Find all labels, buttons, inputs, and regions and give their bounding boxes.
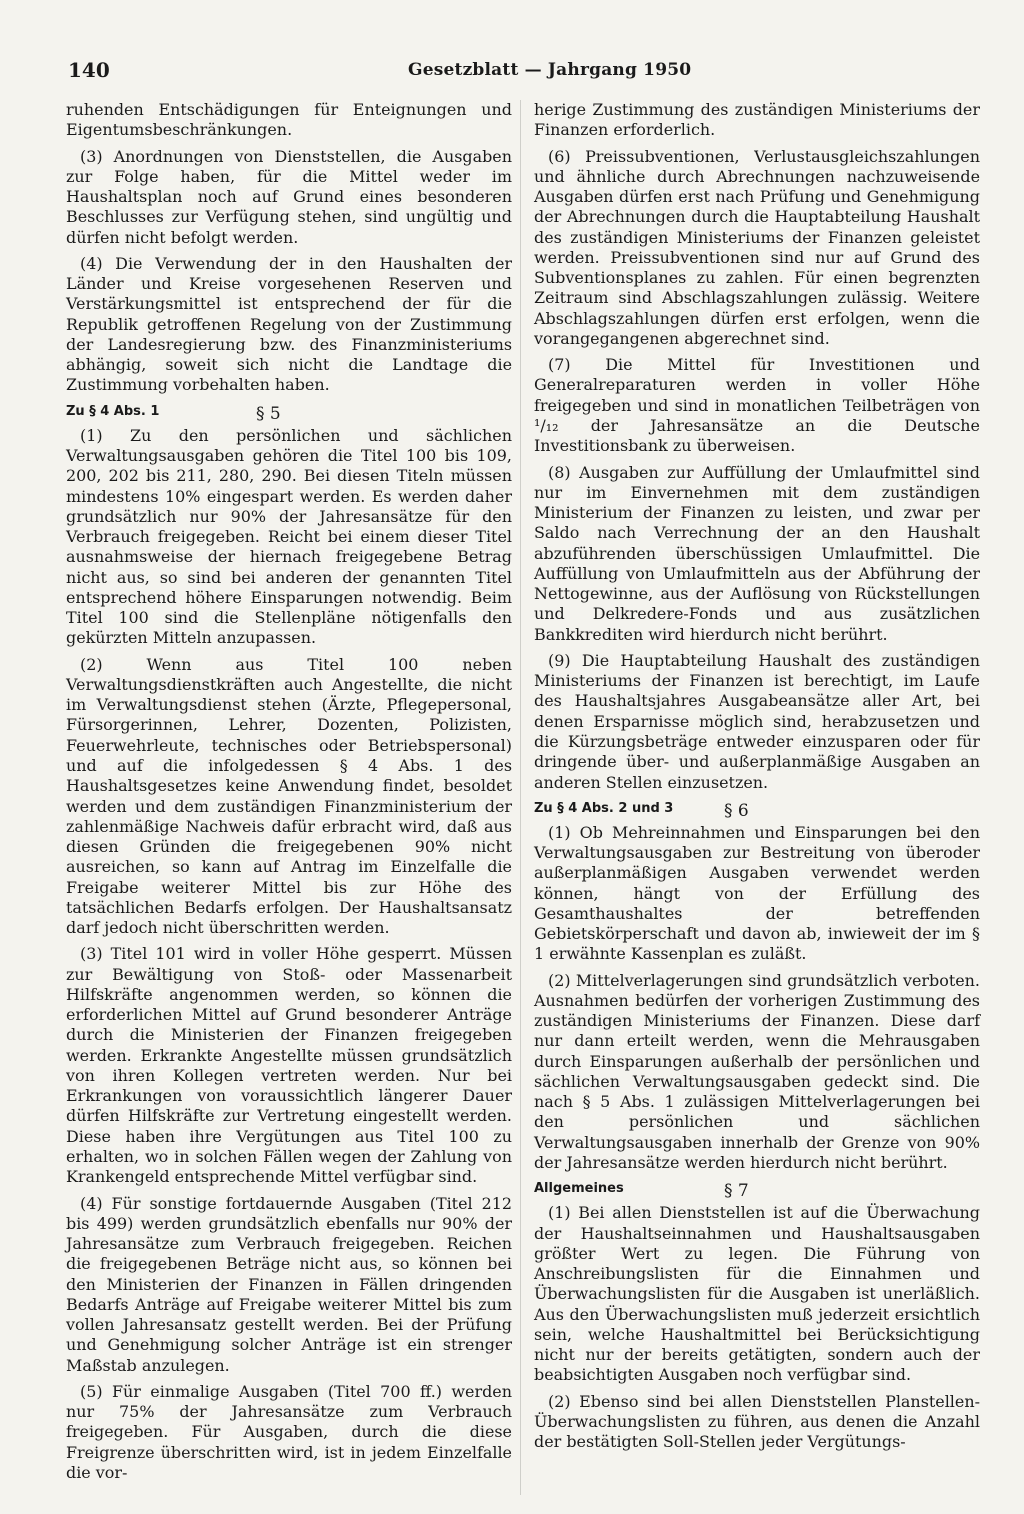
paragraph: herige Zustimmung des zuständigen Ministeriums der Finanzen erforderlich. xyxy=(534,100,980,140)
page-header xyxy=(68,58,970,84)
paragraph: (3) Titel 101 wird in voller Höhe gesperrt. Müssen zur Bewältigung von Stoß- oder Massenarbeit Hilfskräfte angenommen werden, so können die erforderlichen Mittel auf Grund besonderer Anträge durch die Ministerien der Finanzen freigegeben werden. Erkrankte Angestellte müssen grundsätzlich von ihren Kollegen vertreten werden. Nur bei Erkrankungen von voraussichtlich längerer Dauer dürfen Hilfskräfte zur Vertretung eingestellt werden. Diese haben ihre Vergütungen aus Titel 100 zu erhalten, wo in solchen Fällen wegen der Zahlung von Krankengeld entsprechende Mittel verfügbar sind. xyxy=(66,944,512,1187)
section-heading-5 xyxy=(66,402,512,424)
paragraph: (3) Anordnungen von Dienststellen, die Ausgaben zur Folge haben, für die Mittel weder im Haushaltsplan noch auf Grund eines besonderen Beschlusses zur Verfügung stehen, sind ungültig und dürfen nicht befolgt werden. xyxy=(66,146,512,247)
paragraph: (5) Für einmalige Ausgaben (Titel 700 ff.) werden nur 75% der Jahresansätze zum Verbrauch freigegeben. Für Ausgaben, durch die diese Freigrenze überschritten wird, ist in jedem Einzelfalle die vor- xyxy=(66,1381,512,1482)
paragraph: ruhenden Entschädigungen für Enteignungen und Eigentumsbeschränkungen. xyxy=(66,100,512,140)
running-title: Gesetzblatt — Jahrgang 1950 xyxy=(408,60,692,80)
section-number: § 5 xyxy=(256,403,281,424)
paragraph: (1) Bei allen Dienststellen ist auf die Überwachung der Haushaltseinnahmen und Haushaltsausgaben größter Wert zu legen. Die Führung von Anschreibungslisten für die Einnahmen und Überwachungslisten für die Ausgaben ist unerläßlich. Aus den Überwachungslisten muß jederzeit ersichtlich sein, welche Haushaltmittel bei Berücksichtigung nicht nur der bereits getätigten, sondern auch der beabsichtigten Ausgaben noch verfügbar sind. xyxy=(534,1203,980,1385)
section-heading-6 xyxy=(534,799,980,821)
paragraph: (6) Preissubventionen, Verlustausgleichszahlungen und ähnliche durch Abrechnungen nachzuweisende Ausgaben dürfen erst nach Prüfung und Genehmigung der Abrechnungen durch die Hauptabteilung Haushalt des zuständigen Ministeriums der Finanzen geleistet werden. Preissubventionen sind nur auf Grund des Subventionsplanes zu zahlen. Für einen begrenzten Zeitraum sind Abschlagszahlungen zulässig. Weitere Abschlagszahlungen dürfen erst erfolgen, wenn die vorangegangenen abgerechnet sind. xyxy=(534,146,980,348)
section-number: § 6 xyxy=(724,800,749,821)
paragraph: (4) Die Verwendung der in den Haushalten der Länder und Kreise vorgesehenen Reserven und Verstärkungsmittel ist entsprechend der für die Republik getroffenen Regelung von der Zustimmung der Landesregierung bzw. des Finanzministeriums abhängig, soweit sich nicht die Landtage die Zustimmung vorbehalten haben. xyxy=(66,253,512,395)
left-column xyxy=(66,100,512,1489)
paragraph: (1) Zu den persönlichen und sächlichen Verwaltungsausgaben gehören die Titel 100 bis 109, 200, 202 bis 211, 280, 290. Bei diesen Titeln müssen mindestens 10% eingespart werden. Es werden daher grundsätzlich nur 90% der Jahresansätze für den Verbrauch freigegeben. Reicht bei einem dieser Titel ausnahmsweise der hiernach freigegebene Betrag nicht aus, so sind bei anderen der genannten Titel entsprechend höhere Einsparungen notwendig. Beim Titel 100 sind die Stellenpläne nötigenfalls den gekürzten Mitteln anzupassen. xyxy=(66,425,512,648)
paragraph: (1) Ob Mehreinnahmen und Einsparungen bei den Verwaltungsausgaben zur Bestreitung von überoder außerplanmäßigen Ausgaben verwendet werden können, hängt von der Erfüllung des Gesamthaushaltes der betreffenden Gebietskörperschaft und davon ab, inwieweit der im § 1 erwähnte Kassenplan es zuläßt. xyxy=(534,822,980,964)
section-reference: Zu § 4 Abs. 1 xyxy=(66,403,160,419)
paragraph: (9) Die Hauptabteilung Haushalt des zuständigen Ministeriums der Finanzen ist berechtigt, im Laufe des Haushaltsjahres Ausgabeansätze aller Art, bei denen Ersparnisse möglich sind, herabzusetzen und die Kürzungsbeträge entweder einzusparen oder für dringende über- und außerplanmäßige Ausgaben an anderen Stellen einzusetzen. xyxy=(534,650,980,792)
paragraph: (7) Die Mittel für Investitionen und Generalreparaturen werden in voller Höhe freigegeben und sind in monatlichen Teilbeträgen von ¹/₁₂ der Jahresansätze an die Deutsche Investitionsbank zu überweisen. xyxy=(534,355,980,456)
paragraph: (2) Wenn aus Titel 100 neben Verwaltungsdienstkräften auch Angestellte, die nicht im Verwaltungsdienst stehen (Ärzte, Pflegepersonal, Fürsorgerinnen, Lehrer, Dozenten, Polizisten, Feuerwehrleute, technisches oder Betriebspersonal) und auf die infolgedessen § 4 Abs. 1 des Haushaltsgesetzes keine Anwendung findet, besoldet werden und dem zuständigen Finanzministerium der zahlenmäßige Nachweis dafür erbracht wird, daß aus diesen Gründen die freigegebenen 90% nicht ausreichen, so kann auf Antrag im Einzelfalle die Freigabe weiterer Mittel bis zur Höhe des tatsächlichen Bedarfs erfolgen. Der Haushaltsansatz darf jedoch nicht überschritten werden. xyxy=(66,654,512,938)
section-heading-7 xyxy=(534,1179,980,1201)
page-number: 140 xyxy=(68,58,110,82)
paragraph: (2) Mittelverlagerungen sind grundsätzlich verboten. Ausnahmen bedürfen der vorherigen Zustimmung des zuständigen Ministeriums der Finanzen. Diese darf nur dann erteilt werden, wenn die Mehrausgaben durch Einsparungen außerhalb der persönlichen und sächlichen Verwaltungsausgaben gedeckt sind. Die nach § 5 Abs. 1 zulässigen Mittelverlagerungen bei den persönlichen und sächlichen Verwaltungsausgaben innerhalb der Grenze von 90% der Jahresansätze werden hierdurch nicht berührt. xyxy=(534,970,980,1173)
paragraph: (8) Ausgaben zur Auffüllung der Umlaufmittel sind nur im Einvernehmen mit dem zuständigen Ministerium der Finanzen zu leisten, und zwar per Saldo nach Verrechnung der an den Haushalt abzuführenden überschüssigen Umlaufmittel. Die Auffüllung von Umlaufmitteln aus der Abführung der Nettogewinne, aus der Auflösung von Rückstellungen und Delkredere-Fonds und aus zusätzlichen Bankkrediten wird hierdurch nicht berührt. xyxy=(534,462,980,644)
column-divider xyxy=(520,100,521,1495)
right-column xyxy=(534,100,980,1458)
section-number: § 7 xyxy=(724,1181,749,1202)
section-reference: Allgemeines xyxy=(534,1181,624,1197)
paragraph: (4) Für sonstige fortdauernde Ausgaben (Titel 212 bis 499) werden grundsätzlich ebenfalls nur 90% der Jahresansätze zum Verbrauch freigegeben. Reichen die freigegebenen Beträge nicht aus, so können bei den Ministerien der Finanzen in Fällen dringenden Bedarfs Anträge auf Freigabe weiterer Mittel bis zum vollen Jahresansatz gestellt werden. Bei der Prüfung und Genehmigung solcher Anträge ist ein strenger Maßstab anzulegen. xyxy=(66,1193,512,1375)
paragraph: (2) Ebenso sind bei allen Dienststellen Planstellen-Überwachungslisten zu führen, aus denen die Anzahl der bestätigten Soll-Stellen jeder Vergütungs- xyxy=(534,1391,980,1452)
section-reference: Zu § 4 Abs. 2 und 3 xyxy=(534,800,674,816)
